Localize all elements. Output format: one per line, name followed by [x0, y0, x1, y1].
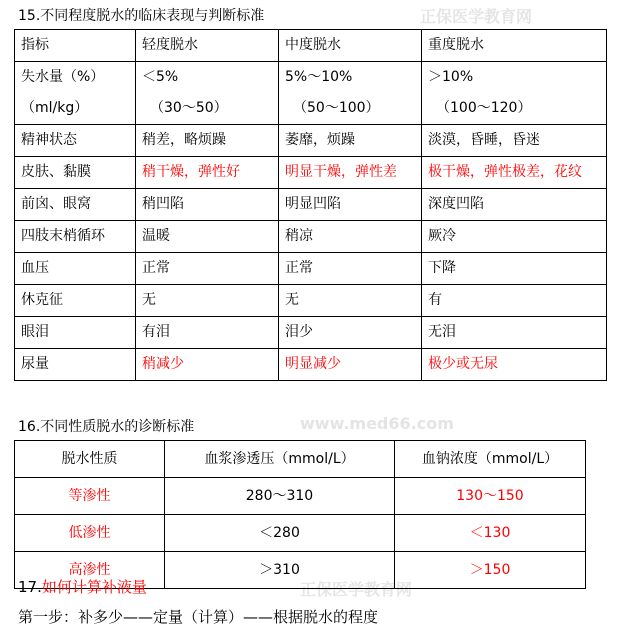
table-cell — [422, 157, 607, 189]
section-17-title: 17.如何计算补液量 — [18, 578, 147, 596]
table-cell — [422, 349, 607, 381]
table-cell — [422, 62, 607, 125]
table-cell — [422, 317, 607, 349]
cell-text: 萎靡，烦躁 — [285, 132, 355, 148]
cell-text: 有 — [428, 292, 442, 308]
header-cell: 重度脱水 — [422, 30, 607, 62]
table-cell — [15, 157, 136, 189]
table-cell — [279, 317, 422, 349]
table-row — [15, 221, 607, 253]
table-cell: 280～310 — [165, 478, 395, 515]
cell-text: 明显干燥，弹性差 — [285, 164, 397, 180]
table-cell — [136, 157, 279, 189]
table-cell — [136, 349, 279, 381]
watermark: www.med66.com — [300, 414, 454, 433]
table-row — [15, 157, 607, 189]
table-cell: 高渗性 — [15, 552, 165, 589]
table-row — [15, 478, 586, 515]
cell-text: 深度凹陷 — [428, 196, 484, 212]
dehydration-degree-table — [14, 29, 607, 381]
table-row — [15, 515, 586, 552]
table-cell — [15, 253, 136, 285]
table-cell: ＜130 — [395, 515, 586, 552]
cell-text: 正常 — [142, 260, 170, 276]
table-cell — [279, 221, 422, 253]
table-cell — [15, 62, 136, 125]
table-cell — [15, 221, 136, 253]
cell-text: 稍差，略烦躁 — [142, 132, 226, 148]
header-cell: 中度脱水 — [279, 30, 422, 62]
table-cell — [279, 253, 422, 285]
cell-text: 精神状态 — [21, 132, 77, 148]
table-cell — [279, 125, 422, 157]
table-cell — [422, 221, 607, 253]
table-cell: 等渗性 — [15, 478, 165, 515]
cell-text: 稍凉 — [285, 228, 313, 244]
cell-text: 无泪 — [428, 324, 456, 340]
cell-text: 无 — [285, 292, 299, 308]
cell-text: 温暖 — [142, 228, 170, 244]
cell-text: 5%～10% — [285, 69, 353, 85]
table-row — [15, 125, 607, 157]
watermark: 正保医学教育网 — [300, 580, 413, 599]
table-cell: ＞310 — [165, 552, 395, 589]
watermark: 正保医学教育网 — [420, 7, 533, 26]
cell-text: ＞10% — [428, 69, 474, 85]
cell-text: 前囟、眼窝 — [21, 196, 91, 212]
header-cell: 指标 — [15, 30, 136, 62]
cell-text: 泪少 — [285, 324, 313, 340]
table-cell — [422, 285, 607, 317]
cell-text: 稍干燥，弹性好 — [142, 164, 240, 180]
cell-subtext: （100～120） — [436, 100, 532, 116]
table-cell — [15, 285, 136, 317]
cell-text: 明显凹陷 — [285, 196, 341, 212]
cell-text: 皮肤、黏膜 — [21, 164, 91, 180]
table-cell — [136, 285, 279, 317]
header-cell: 轻度脱水 — [136, 30, 279, 62]
table-row — [15, 253, 607, 285]
table-cell — [279, 285, 422, 317]
table-cell: ＜280 — [165, 515, 395, 552]
table-cell: ＞150 — [395, 552, 586, 589]
cell-text: 正常 — [285, 260, 313, 276]
table-row — [15, 189, 607, 221]
cell-text: 失水量（%） — [21, 69, 105, 85]
table-cell: 低渗性 — [15, 515, 165, 552]
cell-text: 稍凹陷 — [142, 196, 184, 212]
table-cell — [279, 349, 422, 381]
table-cell — [136, 125, 279, 157]
table-row — [15, 285, 607, 317]
table-row — [15, 349, 607, 381]
table-row — [15, 317, 607, 349]
section-17-step1: 第一步：补多少——定量（计算）——根据脱水的程度 — [18, 608, 379, 626]
table-cell — [279, 157, 422, 189]
cell-text: 厥冷 — [428, 228, 456, 244]
cell-text: 眼泪 — [21, 324, 49, 340]
table-cell — [136, 317, 279, 349]
table-cell — [422, 253, 607, 285]
table-cell — [279, 62, 422, 125]
table-cell — [136, 189, 279, 221]
cell-text: 无 — [142, 292, 156, 308]
table-cell — [15, 317, 136, 349]
header-cell: 脱水性质 — [15, 441, 165, 478]
cell-text: 极干燥，弹性极差，花纹 — [428, 164, 582, 180]
dehydration-nature-table — [14, 440, 586, 589]
table-header-row — [15, 441, 586, 478]
cell-text: ＜5% — [142, 69, 179, 85]
table-cell: 130～150 — [395, 478, 586, 515]
table-cell — [279, 189, 422, 221]
cell-text: 淡漠，昏睡，昏迷 — [428, 132, 540, 148]
cell-subtext: （ml/kg） — [21, 100, 89, 116]
cell-text: 休克征 — [21, 292, 63, 308]
cell-text: 明显减少 — [285, 356, 341, 372]
cell-subtext: （30～50） — [150, 100, 228, 116]
cell-text: 有泪 — [142, 324, 170, 340]
cell-subtext: （50～100） — [293, 100, 380, 116]
table-cell — [422, 189, 607, 221]
table-cell — [136, 221, 279, 253]
table-row — [15, 62, 607, 125]
table-header-row — [15, 30, 607, 62]
table-cell — [15, 349, 136, 381]
cell-text: 四肢末梢循环 — [21, 228, 105, 244]
header-cell: 血钠浓度（mmol/L） — [395, 441, 586, 478]
header-cell: 血浆渗透压（mmol/L） — [165, 441, 395, 478]
cell-text: 下降 — [428, 260, 456, 276]
table-cell — [136, 62, 279, 125]
cell-text: 极少或无尿 — [428, 356, 498, 372]
cell-text: 稍减少 — [142, 356, 184, 372]
table-cell — [136, 253, 279, 285]
section-15-title: 15.不同程度脱水的临床表现与判断标准 — [18, 8, 265, 24]
table-cell — [422, 125, 607, 157]
section-16-title: 16.不同性质脱水的诊断标准 — [18, 419, 195, 435]
cell-text: 尿量 — [21, 356, 49, 372]
table-cell — [15, 189, 136, 221]
cell-text: 血压 — [21, 260, 49, 276]
table-cell — [15, 125, 136, 157]
